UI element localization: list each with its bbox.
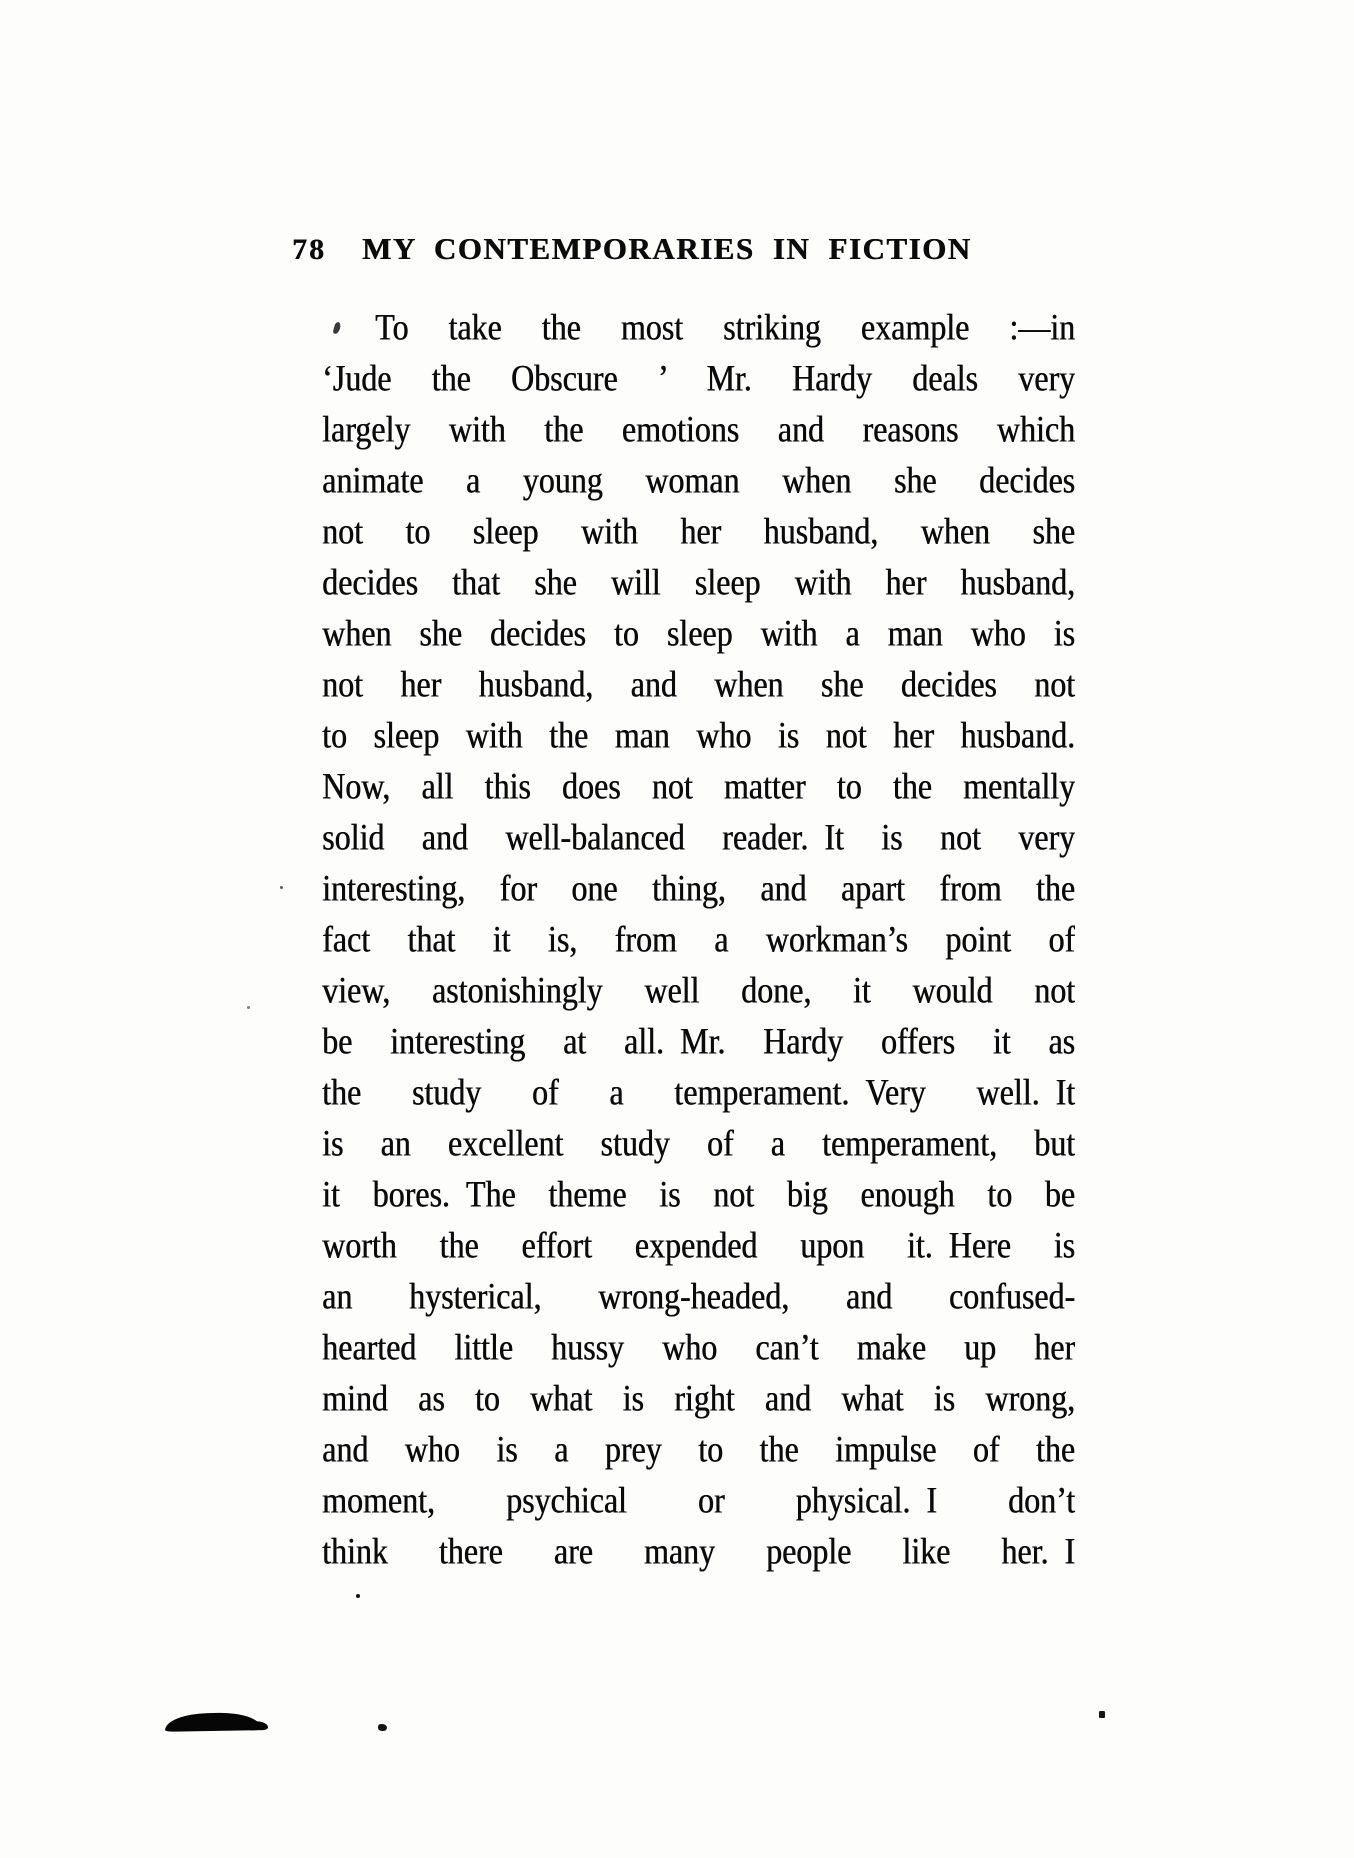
scan-speck <box>280 886 283 889</box>
text-line: interesting, for one thing, and apart from the <box>322 867 1075 909</box>
text-line: fact that it is, from a workman’s point of <box>322 918 1075 960</box>
text-line: the study of a temperament. Very well. It <box>322 1071 1075 1113</box>
text-line: Now, all this does not matter to the mentally <box>322 765 1075 807</box>
text-line: solid and well-balanced reader. It is not very <box>322 816 1075 858</box>
running-header <box>292 231 1006 267</box>
text-line: mind as to what is right and what is wrong, <box>322 1377 1075 1419</box>
text-line: not to sleep with her husband, when she <box>322 510 1075 552</box>
page-number: 78 <box>292 233 326 266</box>
scan-speck <box>247 1006 250 1009</box>
text-line: not her husband, and when she decides not <box>322 663 1075 705</box>
text-line: hearted little hussy who can’t make up her <box>322 1326 1075 1368</box>
text-line: when she decides to sleep with a man who is <box>322 612 1075 654</box>
text-line: moment, psychical or physical. I don’t <box>322 1479 1075 1521</box>
text-line: an hysterical, wrong-headed, and confused- <box>322 1275 1075 1317</box>
text-line: animate a young woman when she decides <box>322 459 1075 501</box>
text-line: think there are many people like her. I <box>322 1530 1075 1572</box>
text-line: and who is a prey to the impulse of the <box>322 1428 1075 1470</box>
text-line: be interesting at all. Mr. Hardy offers it as <box>322 1020 1075 1062</box>
text-line: worth the effort expended upon it. Here is <box>322 1224 1075 1266</box>
text-line: ‘Jude the Obscure ’ Mr. Hardy deals very <box>322 357 1075 399</box>
scan-speck <box>1099 1711 1105 1718</box>
text-line: to sleep with the man who is not her husband. <box>322 714 1075 756</box>
text-line: decides that she will sleep with her husband, <box>322 561 1075 603</box>
ink-smudge <box>165 1712 260 1732</box>
body-paragraph <box>322 302 1075 1577</box>
scan-speck <box>356 1594 360 1598</box>
scan-speck <box>378 1724 387 1731</box>
text-line: view, astonishingly well done, it would not <box>322 969 1075 1011</box>
text-line: it bores. The theme is not big enough to be <box>322 1173 1075 1215</box>
text-line: To take the most striking example :—in <box>375 306 1075 348</box>
text-line: is an excellent study of a temperament, but <box>322 1122 1075 1164</box>
running-title: MY CONTEMPORARIES IN FICTION <box>362 231 972 266</box>
text-line: largely with the emotions and reasons which <box>322 408 1075 450</box>
